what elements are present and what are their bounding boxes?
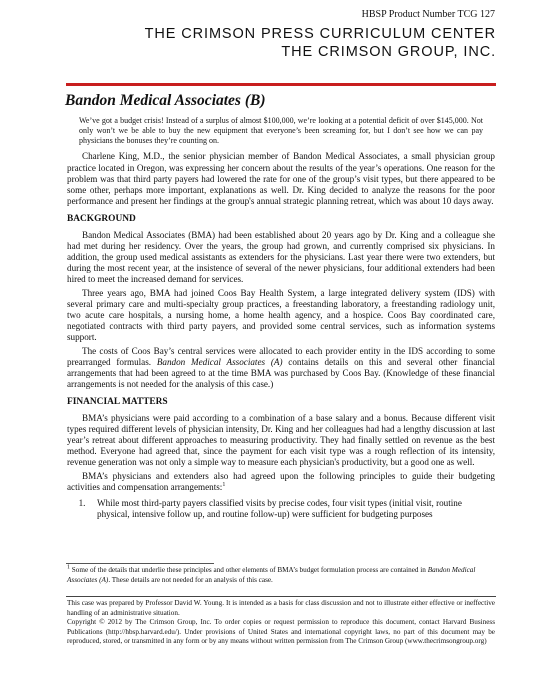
footnote-case-reference: Bandon Medical Associates (A)	[67, 566, 476, 584]
footnote-mark: 1	[67, 564, 70, 571]
list-item	[67, 498, 495, 520]
opening-quote: We’ve got a budget crisis! Instead of a surplus of almost $100,000, we’re looking at a potential deficit of over $145,000. Not only won’t we be able to buy the new equipment that everyone’s been screaming for, but I don’t see how we can pay physicians the bonuses they’re counting on.	[79, 116, 483, 145]
list-item-text: While most third-party payers classified visits by precise codes, four visit types (initial visit, routine physical, intensive follow up, and routine follow-up) were sufficient for budgeting purposes	[97, 498, 462, 520]
intro-paragraph: Charlene King, M.D., the senior physician member of Bandon Medical Associates, a small physician group practice located in Oregon, was expressing her concern about the results of the year’s operations. One reason for the problem was that third party payers had lowered the rate for one of the group’s visit types, but there appeared to be some other, perhaps more important, explanations as well. Dr. King decided to analyze the reasons for the poor performance and present her findings at the group's annual strategic planning retreat, which was about 10 days away.	[67, 151, 495, 207]
financial-paragraph-1: BMA’s physicians were paid according to a combination of a base salary and a bonus. Because different visit types required different levels of physician intensity, Dr. King and her colleagues had had a lengthy discussion at last year’s retreat about different approaches to measuring productivity. They had finally settled on revenue as the best method. Everyone had agreed that, since the payment for each visit type was a rough reflection of its intensity, revenue generation was not only a simple way to measure each physician's productivity, but a good one as well.	[67, 412, 495, 468]
footnote-text-a: Some of the details that underlie these principles and other elements of BMA’s budget formulation process are contained in	[70, 566, 428, 574]
publisher-line-2: THE CRIMSON GROUP, INC.	[281, 44, 496, 60]
financial-heading: FINANCIAL MATTERS	[67, 397, 168, 408]
case-reference: Bandon Medical Associates (A)	[156, 356, 283, 367]
background-paragraph-3	[67, 346, 495, 391]
product-number: HBSP Product Number TCG 127	[361, 9, 495, 20]
financial-paragraph-2	[67, 471, 495, 493]
footnote-text-b: . These details are not needed for an analysis of this case.	[108, 575, 273, 584]
header-rule	[66, 83, 496, 86]
case-title: Bandon Medical Associates (B)	[65, 92, 266, 109]
background-paragraph-2: Three years ago, BMA had joined Coos Bay Health System, a large integrated delivery system (IDS) with several primary care and multi-specialty group practices, a freestanding laboratory, a freestanding radiology unit, two acute care hospitals, a nursing home, a home health agency, and a hospice. Coos Bay coordinated care, negotiated contracts with third party payers, and provided some central services, such as information systems support.	[67, 287, 495, 343]
authorship-note: This case was prepared by Professor David W. Young. It is intended as a basis for class discussion and not to illustrate either effective or ineffective handling of an administrative situation.	[67, 599, 495, 617]
copyright-notice: Copyright © 2012 by The Crimson Group, Inc. To order copies or request permission to reproduce this document, contact Harvard Business Publications (http://hbsp.harvard.edu/). Under provisions of United States and international copyright laws, no part of this document may be reproduced, stored, or transmitted in any form or by any means without written permission from The Crimson Group (www.thecrimsongroup.org)	[67, 618, 495, 645]
list-item-number: 1.	[78, 498, 86, 509]
case-body	[67, 116, 495, 520]
background-heading: BACKGROUND	[67, 214, 136, 225]
copyright-footer	[67, 599, 495, 647]
publisher-name	[145, 25, 496, 61]
footnote-reference: 1	[222, 481, 226, 488]
footer-rule	[66, 596, 496, 597]
footnote-rule	[66, 563, 214, 564]
background-paragraph-1: Bandon Medical Associates (BMA) had been established about 20 years ago by Dr. King and a colleague she had met during her residency. Over the years, the group had grown, and currently comprised six physicians. In addition, the group used medical assistants as extenders for the physicians. Last year there were two extenders, but during the most recent year, at the insistence of several of the newer physicians, four additional extenders had been hired to meet the increased demand for services.	[67, 229, 495, 285]
background-p3-text-a: The costs of Coos Bay’s central services were allocated to each provider entity in the IDS according to some prearranged formulas.	[67, 345, 495, 367]
background-p3-text-b: contains details on this and several other financial arrangements that had been agreed to at the time BMA was purchased by Coos Bay. (Knowledge of these financial arrangements is not needed for the analysis of this case.)	[67, 356, 495, 390]
financial-p2-text: BMA’s physicians and extenders also had agreed upon the following principles to guide their budgeting activities and compensation arrangements:	[67, 470, 495, 492]
publisher-line-1: THE CRIMSON PRESS CURRICULUM CENTER	[144, 26, 496, 42]
footnote	[67, 566, 495, 585]
